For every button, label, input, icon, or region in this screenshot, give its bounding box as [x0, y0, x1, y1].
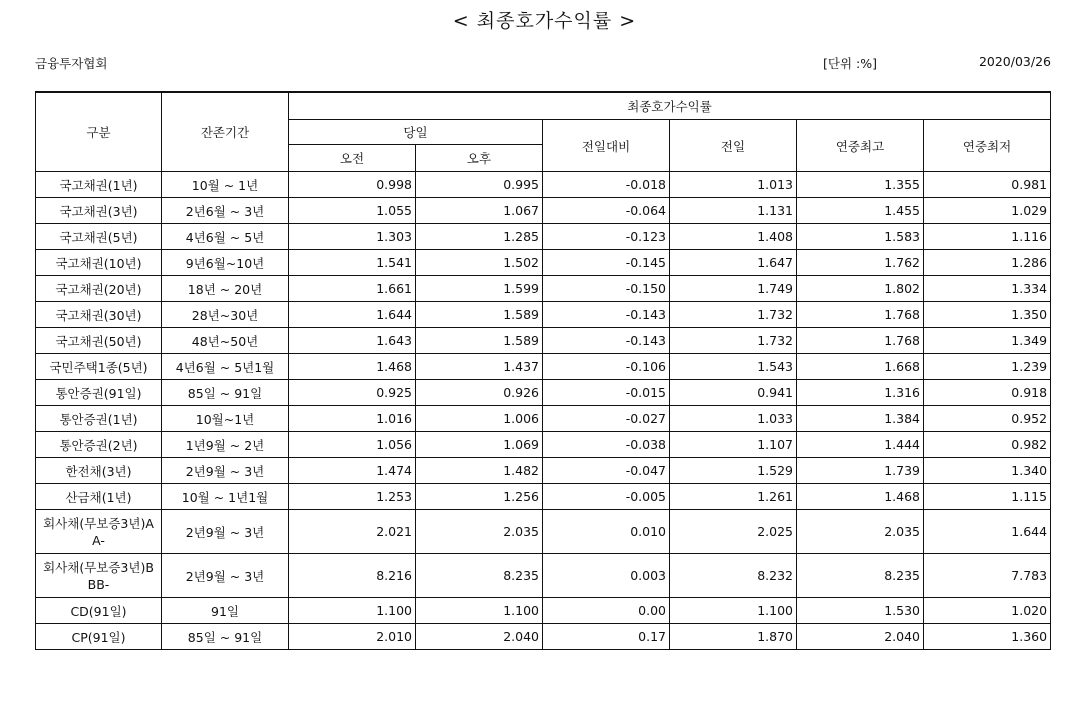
- cell-ytd-high: 2.035: [797, 510, 924, 554]
- cell-maturity: 85일 ~ 91일: [162, 380, 289, 406]
- cell-change: -0.106: [543, 354, 670, 380]
- cell-ytd-low: 0.982: [924, 432, 1051, 458]
- table-row: [36, 302, 1051, 328]
- cell-prev-day: 1.408: [670, 224, 797, 250]
- organization-label: 금융투자협회: [35, 56, 108, 71]
- table-row: [36, 406, 1051, 432]
- cell-maturity: 2년9월 ~ 3년: [162, 510, 289, 554]
- cell-prev-day: 1.870: [670, 624, 797, 650]
- header-today: 당일: [289, 120, 543, 145]
- cell-prev-day: 8.232: [670, 554, 797, 598]
- cell-maturity: 4년6월 ~ 5년: [162, 224, 289, 250]
- cell-maturity: 85일 ~ 91일: [162, 624, 289, 650]
- cell-am: 1.474: [289, 458, 416, 484]
- cell-am: 1.468: [289, 354, 416, 380]
- cell-pm: 8.235: [416, 554, 543, 598]
- cell-category: 통안증권(91일): [36, 380, 162, 406]
- cell-ytd-high: 1.768: [797, 328, 924, 354]
- table-row: [36, 380, 1051, 406]
- yield-table: [35, 91, 1051, 650]
- header-maturity: 잔존기간: [162, 92, 289, 172]
- cell-maturity: 1년9월 ~ 2년: [162, 432, 289, 458]
- cell-change: -0.123: [543, 224, 670, 250]
- cell-change: -0.015: [543, 380, 670, 406]
- cell-am: 2.010: [289, 624, 416, 650]
- cell-change: 0.00: [543, 598, 670, 624]
- date-label: 2020/03/26: [978, 54, 1051, 69]
- cell-pm: 1.069: [416, 432, 543, 458]
- table-row: [36, 198, 1051, 224]
- yield-table-body: [36, 172, 1051, 650]
- cell-category: 산금채(1년): [36, 484, 162, 510]
- cell-ytd-high: 1.768: [797, 302, 924, 328]
- cell-ytd-low: 0.981: [924, 172, 1051, 198]
- cell-ytd-low: 1.286: [924, 250, 1051, 276]
- cell-ytd-low: 1.644: [924, 510, 1051, 554]
- table-row: [36, 276, 1051, 302]
- cell-pm: 1.256: [416, 484, 543, 510]
- cell-am: 1.303: [289, 224, 416, 250]
- cell-prev-day: 1.013: [670, 172, 797, 198]
- cell-category: 국민주택1종(5년): [36, 354, 162, 380]
- cell-prev-day: 1.543: [670, 354, 797, 380]
- cell-change: -0.027: [543, 406, 670, 432]
- cell-ytd-low: 1.340: [924, 458, 1051, 484]
- cell-change: -0.018: [543, 172, 670, 198]
- page-title: < 최종호가수익률 >: [452, 10, 637, 32]
- cell-category: CP(91일): [36, 624, 162, 650]
- cell-ytd-low: 1.349: [924, 328, 1051, 354]
- cell-category: 국고채권(1년): [36, 172, 162, 198]
- header-prev-day: 전일: [670, 120, 797, 172]
- cell-pm: 1.067: [416, 198, 543, 224]
- cell-am: 8.216: [289, 554, 416, 598]
- cell-category: 국고채권(3년): [36, 198, 162, 224]
- cell-change: -0.143: [543, 328, 670, 354]
- cell-category: 통안증권(2년): [36, 432, 162, 458]
- cell-am: 1.100: [289, 598, 416, 624]
- cell-category: 국고채권(10년): [36, 250, 162, 276]
- cell-change: -0.143: [543, 302, 670, 328]
- cell-maturity: 28년~30년: [162, 302, 289, 328]
- cell-pm: 0.926: [416, 380, 543, 406]
- cell-ytd-high: 1.530: [797, 598, 924, 624]
- cell-pm: 1.599: [416, 276, 543, 302]
- cell-pm: 1.100: [416, 598, 543, 624]
- cell-prev-day: 1.732: [670, 302, 797, 328]
- cell-ytd-high: 1.739: [797, 458, 924, 484]
- cell-change: -0.038: [543, 432, 670, 458]
- cell-change: 0.010: [543, 510, 670, 554]
- cell-maturity: 18년 ~ 20년: [162, 276, 289, 302]
- cell-ytd-low: 0.952: [924, 406, 1051, 432]
- cell-change: -0.005: [543, 484, 670, 510]
- cell-maturity: 2년9월 ~ 3년: [162, 458, 289, 484]
- header-pm: 오후: [416, 145, 543, 172]
- unit-label: [단위 :%]: [823, 56, 877, 71]
- cell-ytd-high: 1.384: [797, 406, 924, 432]
- cell-ytd-high: 8.235: [797, 554, 924, 598]
- cell-change: -0.047: [543, 458, 670, 484]
- cell-category: 회사채(무보증3년)AA-: [36, 510, 162, 554]
- cell-am: 1.055: [289, 198, 416, 224]
- cell-ytd-high: 1.468: [797, 484, 924, 510]
- table-row: [36, 432, 1051, 458]
- table-row: [36, 354, 1051, 380]
- table-row: [36, 510, 1051, 554]
- cell-ytd-low: 1.360: [924, 624, 1051, 650]
- header-ytd-low: 연중최저: [924, 120, 1051, 172]
- cell-change: -0.064: [543, 198, 670, 224]
- cell-category: 국고채권(20년): [36, 276, 162, 302]
- cell-ytd-low: 1.020: [924, 598, 1051, 624]
- cell-prev-day: 2.025: [670, 510, 797, 554]
- cell-maturity: 9년6월~10년: [162, 250, 289, 276]
- cell-pm: 1.285: [416, 224, 543, 250]
- cell-maturity: 2년9월 ~ 3년: [162, 554, 289, 598]
- cell-ytd-low: 1.334: [924, 276, 1051, 302]
- cell-category: 국고채권(50년): [36, 328, 162, 354]
- cell-prev-day: 1.033: [670, 406, 797, 432]
- cell-prev-day: 1.749: [670, 276, 797, 302]
- cell-ytd-high: 1.455: [797, 198, 924, 224]
- cell-ytd-high: 2.040: [797, 624, 924, 650]
- cell-ytd-low: 0.918: [924, 380, 1051, 406]
- cell-ytd-low: 7.783: [924, 554, 1051, 598]
- cell-prev-day: 1.131: [670, 198, 797, 224]
- cell-category: 한전채(3년): [36, 458, 162, 484]
- cell-maturity: 10월~1년: [162, 406, 289, 432]
- cell-am: 0.925: [289, 380, 416, 406]
- table-row: [36, 224, 1051, 250]
- cell-ytd-high: 1.355: [797, 172, 924, 198]
- cell-ytd-high: 1.316: [797, 380, 924, 406]
- cell-am: 1.253: [289, 484, 416, 510]
- cell-ytd-high: 1.668: [797, 354, 924, 380]
- cell-category: 국고채권(30년): [36, 302, 162, 328]
- header-change: 전일대비: [543, 120, 670, 172]
- cell-am: 2.021: [289, 510, 416, 554]
- table-row: [36, 458, 1051, 484]
- cell-ytd-low: 1.116: [924, 224, 1051, 250]
- header-am: 오전: [289, 145, 416, 172]
- cell-maturity: 4년6월 ~ 5년1월: [162, 354, 289, 380]
- cell-prev-day: 1.100: [670, 598, 797, 624]
- cell-am: 1.056: [289, 432, 416, 458]
- cell-am: 1.644: [289, 302, 416, 328]
- cell-ytd-high: 1.444: [797, 432, 924, 458]
- cell-ytd-high: 1.583: [797, 224, 924, 250]
- cell-ytd-low: 1.115: [924, 484, 1051, 510]
- cell-prev-day: 1.529: [670, 458, 797, 484]
- table-row: [36, 250, 1051, 276]
- cell-maturity: 10월 ~ 1년1월: [162, 484, 289, 510]
- cell-category: CD(91일): [36, 598, 162, 624]
- cell-ytd-high: 1.762: [797, 250, 924, 276]
- cell-pm: 2.040: [416, 624, 543, 650]
- cell-change: 0.17: [543, 624, 670, 650]
- cell-prev-day: 1.107: [670, 432, 797, 458]
- header-group: 최종호가수익률: [289, 92, 1051, 120]
- cell-prev-day: 1.732: [670, 328, 797, 354]
- cell-am: 1.541: [289, 250, 416, 276]
- cell-change: 0.003: [543, 554, 670, 598]
- cell-maturity: 2년6월 ~ 3년: [162, 198, 289, 224]
- cell-prev-day: 1.647: [670, 250, 797, 276]
- cell-pm: 1.589: [416, 302, 543, 328]
- cell-pm: 1.589: [416, 328, 543, 354]
- cell-ytd-high: 1.802: [797, 276, 924, 302]
- cell-ytd-low: 1.029: [924, 198, 1051, 224]
- cell-prev-day: 1.261: [670, 484, 797, 510]
- table-row: [36, 624, 1051, 650]
- cell-pm: 0.995: [416, 172, 543, 198]
- cell-category: 회사채(무보증3년)BBB-: [36, 554, 162, 598]
- cell-pm: 1.006: [416, 406, 543, 432]
- cell-am: 1.661: [289, 276, 416, 302]
- header-category: 구분: [36, 92, 162, 172]
- cell-ytd-low: 1.350: [924, 302, 1051, 328]
- table-row: [36, 554, 1051, 598]
- cell-pm: 1.502: [416, 250, 543, 276]
- cell-ytd-low: 1.239: [924, 354, 1051, 380]
- cell-category: 통안증권(1년): [36, 406, 162, 432]
- cell-pm: 1.482: [416, 458, 543, 484]
- table-row: [36, 328, 1051, 354]
- cell-maturity: 48년~50년: [162, 328, 289, 354]
- cell-change: -0.150: [543, 276, 670, 302]
- table-row: [36, 484, 1051, 510]
- cell-maturity: 91일: [162, 598, 289, 624]
- header-ytd-high: 연중최고: [797, 120, 924, 172]
- cell-am: 1.016: [289, 406, 416, 432]
- cell-maturity: 10월 ~ 1년: [162, 172, 289, 198]
- cell-pm: 1.437: [416, 354, 543, 380]
- cell-change: -0.145: [543, 250, 670, 276]
- table-row: [36, 598, 1051, 624]
- cell-prev-day: 0.941: [670, 380, 797, 406]
- cell-am: 1.643: [289, 328, 416, 354]
- cell-category: 국고채권(5년): [36, 224, 162, 250]
- cell-pm: 2.035: [416, 510, 543, 554]
- cell-am: 0.998: [289, 172, 416, 198]
- table-row: [36, 172, 1051, 198]
